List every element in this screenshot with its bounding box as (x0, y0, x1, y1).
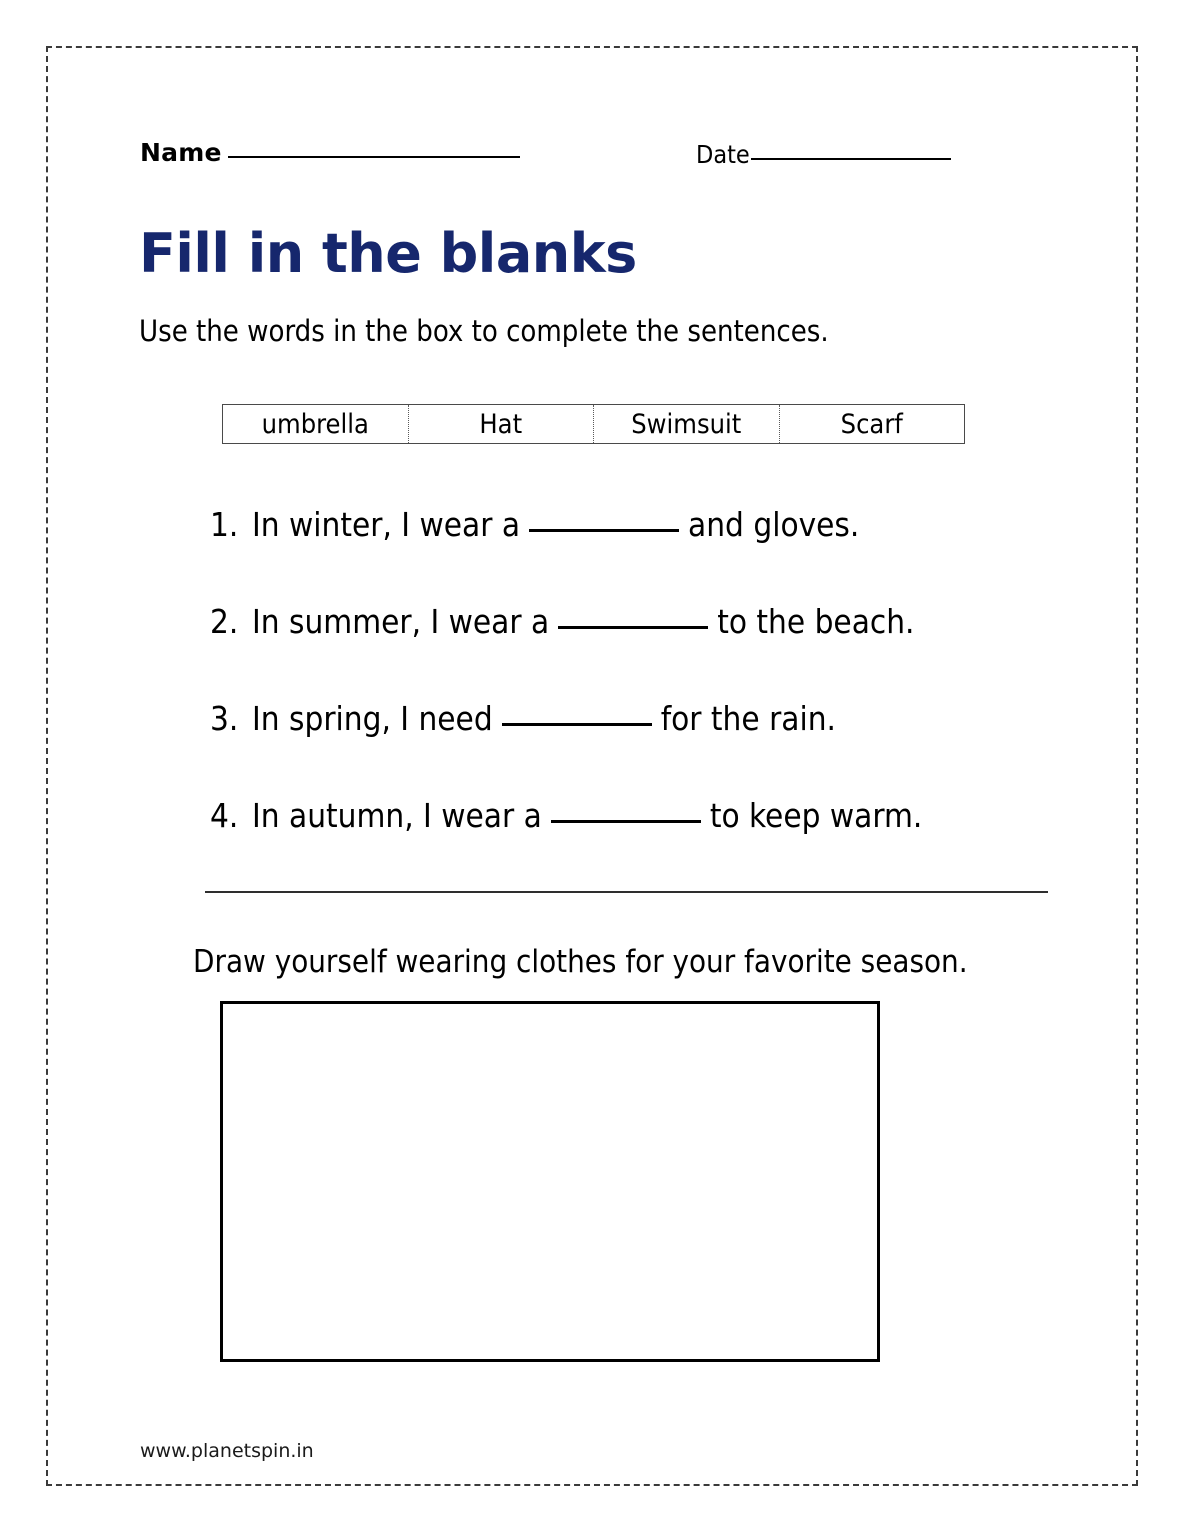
date-field-group[interactable] (696, 140, 951, 169)
sentence-list (210, 505, 1090, 893)
name-date-row (140, 138, 1000, 182)
sentence-number: 1. (210, 505, 239, 544)
page-title: Fill in the blanks (139, 222, 637, 285)
word-bank (222, 404, 965, 444)
word-bank-cell[interactable]: umbrella (223, 405, 409, 443)
sentence-text-before: In autumn, I wear a (252, 796, 542, 835)
name-label: Name (140, 138, 222, 167)
sentence-number: 3. (210, 699, 239, 738)
name-write-line[interactable] (228, 156, 520, 158)
sentence-text-before: In spring, I need (252, 699, 493, 738)
date-write-line[interactable] (751, 158, 951, 160)
instruction-text: Use the words in the box to complete the sentences. (139, 314, 829, 348)
sentence-number: 4. (210, 796, 239, 835)
sentence-text-after: and gloves. (688, 505, 860, 544)
sentence-text-after: for the rain. (660, 699, 836, 738)
word-bank-cell[interactable]: Swimsuit (594, 405, 780, 443)
section-divider (205, 891, 1048, 893)
sentence-blank[interactable] (551, 820, 701, 823)
date-label: Date (696, 140, 750, 169)
word-bank-cell[interactable]: Hat (409, 405, 595, 443)
sentence-item (210, 602, 1090, 699)
sentence-text-after: to keep warm. (709, 796, 923, 835)
sentence-item (210, 505, 1090, 602)
draw-prompt-text: Draw yourself wearing clothes for your favorite season. (193, 944, 968, 980)
sentence-blank[interactable] (502, 723, 652, 726)
drawing-area[interactable] (220, 1001, 880, 1362)
sentence-blank[interactable] (558, 626, 708, 629)
sentence-item (210, 699, 1090, 796)
sentence-item (210, 796, 1090, 893)
sentence-blank[interactable] (529, 529, 679, 532)
footer-url: www.planetspin.in (140, 1440, 314, 1462)
sentence-text-before: In summer, I wear a (252, 602, 550, 641)
word-bank-cell[interactable]: Scarf (840, 408, 903, 440)
sentence-text-after: to the beach. (717, 602, 915, 641)
sentence-text-before: In winter, I wear a (252, 505, 521, 544)
sentence-number: 2. (210, 602, 239, 641)
name-field-group[interactable] (140, 138, 520, 167)
